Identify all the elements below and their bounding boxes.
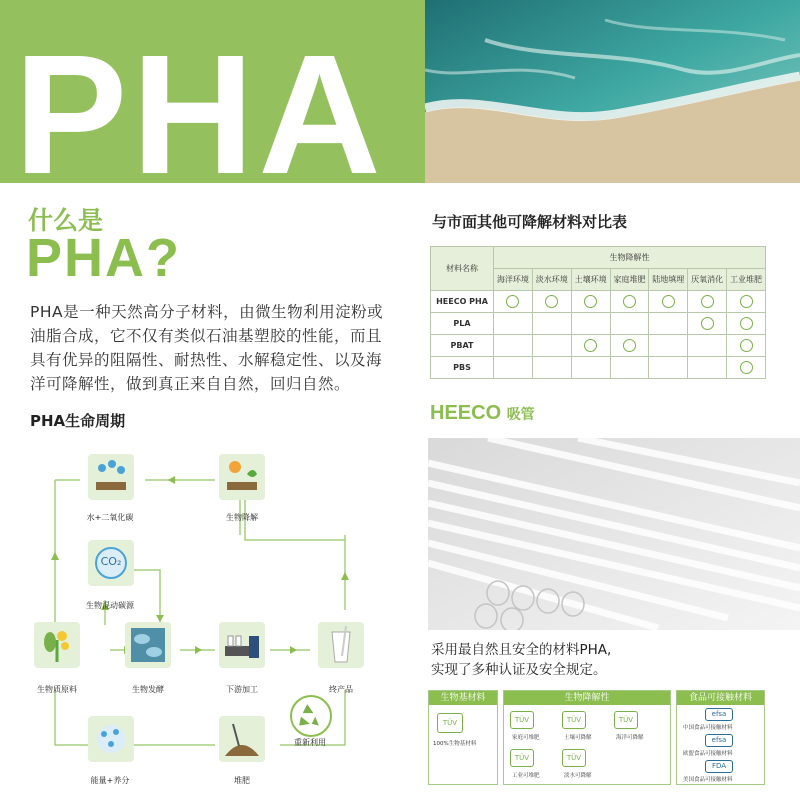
cert-caption: 淡水可降解: [564, 773, 592, 779]
table-cell: [494, 357, 533, 379]
node-label-bio-degrade: 生物降解: [226, 513, 258, 522]
cert-caption: 海洋可降解: [616, 735, 644, 741]
cert-bio-based-title: 生物基材料: [429, 691, 497, 705]
cert-caption: 100%生物基材料: [433, 741, 477, 747]
product-cup-icon: [318, 622, 364, 668]
certification-text-line2: 实现了多种认证及安全规定。: [431, 662, 607, 678]
degradable-icon: [545, 295, 558, 308]
table-cell: [610, 291, 649, 313]
table-cell: [532, 357, 571, 379]
cert-caption: 土壤可降解: [564, 735, 592, 741]
node-label-fermentation: 生物发酵: [132, 685, 164, 694]
intro-title: PHA?: [26, 228, 181, 288]
table-row: [431, 313, 766, 335]
table-cell: [649, 335, 688, 357]
recycle-icon: [290, 695, 332, 737]
table-cell: [610, 313, 649, 335]
cert-food-contact: [676, 690, 765, 785]
node-label-compost: 堆肥: [234, 776, 250, 785]
table-cell: [649, 313, 688, 335]
table-cell: [688, 357, 727, 379]
node-label-biomass: 生物质原料: [37, 685, 77, 694]
comparison-table: [430, 246, 766, 379]
degradable-icon: [740, 339, 753, 352]
table-cell: [494, 313, 533, 335]
node-label-recycle: 重新利用: [294, 738, 326, 747]
water-co2-icon: [88, 454, 134, 500]
table-cell: [571, 357, 610, 379]
tuv-logo: TÜV: [437, 713, 463, 733]
tuv-logo: TÜV: [614, 711, 638, 729]
table-row: [431, 291, 766, 313]
table-cell: [688, 313, 727, 335]
cert-caption: 欧盟食品可接触材料: [683, 751, 733, 757]
col-header: 工业堆肥: [727, 269, 766, 291]
hero-word: PHA: [14, 20, 385, 183]
col-header: 土壤环境: [571, 269, 610, 291]
intro-question: 什么是: [28, 206, 104, 235]
table-cell: [727, 335, 766, 357]
cert-caption: 家庭可堆肥: [512, 735, 540, 741]
material-name: HEECO PHA: [431, 291, 494, 313]
straw-heading: [430, 402, 535, 425]
col-material-header: 材料名称: [431, 247, 494, 291]
table-cell: [649, 357, 688, 379]
col-header: 陆地填埋: [649, 269, 688, 291]
degradable-icon: [740, 317, 753, 330]
col-group-header: 生物降解性: [494, 247, 766, 269]
degradable-icon: [740, 361, 753, 374]
table-cell: [571, 291, 610, 313]
table-cell: [727, 291, 766, 313]
hero-green-panel: [0, 0, 430, 183]
material-name: PBS: [431, 357, 494, 379]
col-header: 淡水环境: [532, 269, 571, 291]
degradable-icon: [506, 295, 519, 308]
col-header: 家庭堆肥: [610, 269, 649, 291]
table-cell: [688, 291, 727, 313]
table-cell: [571, 335, 610, 357]
table-cell: [494, 291, 533, 313]
node-label-downstream: 下游加工: [226, 685, 258, 694]
energy-nutrient-icon: [88, 716, 134, 762]
co2-symbol: CO₂: [100, 555, 122, 568]
hero-banner: [0, 0, 800, 183]
col-header: 厌氧消化: [688, 269, 727, 291]
cert-biodegradable-title: 生物降解性: [504, 691, 670, 705]
tuv-logo: TÜV: [562, 711, 586, 729]
certification-text: [431, 640, 791, 680]
table-cell: [494, 335, 533, 357]
cert-biodegradable: [503, 690, 671, 785]
degradable-icon: [584, 295, 597, 308]
table-cell: [610, 357, 649, 379]
degradable-icon: [623, 339, 636, 352]
straws-photo: [428, 438, 800, 630]
table-cell: [532, 313, 571, 335]
bio-degrade-icon: [219, 454, 265, 500]
lifecycle-heading: PHA生命周期: [30, 412, 126, 430]
table-cell: [532, 291, 571, 313]
compost-icon: [219, 716, 265, 762]
cert-caption: 美国食品可接触材料: [683, 777, 733, 783]
col-header: 海洋环境: [494, 269, 533, 291]
degradable-icon: [584, 339, 597, 352]
cert-caption: 中国食品可接触材料: [683, 725, 733, 731]
food-cert-logo: FDA: [705, 760, 733, 773]
tuv-logo: TÜV: [510, 711, 534, 729]
tuv-logo: TÜV: [562, 749, 586, 767]
material-name: PBAT: [431, 335, 494, 357]
node-label-water-co2: 水+二氧化碳: [86, 513, 134, 522]
fermentation-icon: [125, 622, 171, 668]
node-label-energy: 能量+养分: [90, 776, 130, 785]
degradable-icon: [662, 295, 675, 308]
biomass-plant-icon: [34, 622, 80, 668]
degradable-icon: [623, 295, 636, 308]
downstream-machine-icon: [219, 622, 265, 668]
straw-brand: HEECO: [430, 402, 502, 424]
node-label-bio-carbon: 生物混动碳源: [86, 601, 134, 610]
degradable-icon: [740, 295, 753, 308]
cert-food-contact-title: 食品可接触材料: [677, 691, 764, 705]
degradable-icon: [701, 317, 714, 330]
table-row: [431, 335, 766, 357]
node-label-product: 终产品: [329, 685, 353, 694]
table-cell: [610, 335, 649, 357]
table-cell: [727, 313, 766, 335]
material-name: PLA: [431, 313, 494, 335]
table-cell: [532, 335, 571, 357]
certification-text-line1: 采用最自然且安全的材料PHA,: [431, 642, 612, 658]
cert-bio-based: [428, 690, 498, 785]
food-cert-logo: efsa: [705, 708, 733, 721]
comparison-heading: 与市面其他可降解材料对比表: [432, 213, 628, 231]
intro-body: PHA是一种天然高分子材料，由微生物利用淀粉或油脂合成，它不仅有类似石油基塑胶的性能，而且具有优异的阻隔性、耐热性、水解稳定性、以及海洋可降解性，做到真正来自自然，回归自然。: [30, 303, 384, 393]
ocean-beach-photo: [425, 0, 800, 183]
tuv-logo: TÜV: [510, 749, 534, 767]
table-row: [431, 357, 766, 379]
cert-caption: 工业可堆肥: [512, 773, 540, 779]
table-cell: [649, 291, 688, 313]
food-cert-logo: efsa: [705, 734, 733, 747]
table-cell: [571, 313, 610, 335]
degradable-icon: [701, 295, 714, 308]
straw-product: 吸管: [506, 406, 535, 422]
table-cell: [688, 335, 727, 357]
table-cell: [727, 357, 766, 379]
co2-bubble-icon: [88, 540, 134, 586]
